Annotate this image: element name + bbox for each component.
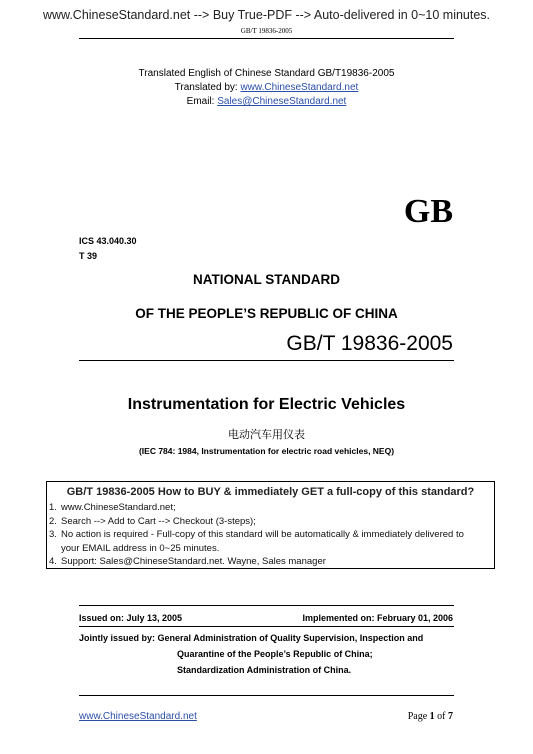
list-item bbox=[49, 515, 464, 529]
national-standard-heading: NATIONAL STANDARD bbox=[193, 272, 340, 287]
translated-by-line bbox=[0, 81, 533, 95]
issue-bottom-rule bbox=[79, 626, 454, 627]
top-banner: www.ChineseStandard.net --> Buy True-PDF --> Auto-delivered in 0~10 minutes. bbox=[42, 8, 491, 22]
buy-info-box bbox=[46, 481, 495, 569]
list-item-number: 2. bbox=[49, 515, 57, 527]
ics-code: ICS 43.040.30 bbox=[79, 236, 137, 246]
document-title: Instrumentation for Electric Vehicles bbox=[127, 396, 406, 413]
footer-rule bbox=[79, 695, 454, 696]
list-item-number: 4. bbox=[49, 556, 57, 567]
jointly-line-3: Standardization Administration of China. bbox=[177, 665, 352, 675]
email-link[interactable]: Sales@ChineseStandard.net bbox=[217, 96, 347, 107]
buy-info-list bbox=[49, 501, 464, 569]
issued-date: Issued on: July 13, 2005 bbox=[79, 613, 183, 623]
list-item bbox=[49, 555, 464, 569]
jointly-line-2: Quarantine of the People’s Republic of China; bbox=[177, 649, 373, 659]
jointly-issued-block bbox=[79, 630, 423, 678]
document-title-chinese: 电动汽车用仪表 bbox=[228, 428, 305, 441]
email-line bbox=[0, 95, 533, 109]
total-pages: 7 bbox=[448, 711, 453, 722]
list-item-number: 3. bbox=[49, 529, 57, 540]
jointly-line-1: Jointly issued by: General Administration of Quality Supervision, Inspection and bbox=[79, 633, 424, 643]
buy-info-heading: GB/T 19836-2005 How to BUY & immediately GET a full-copy of this standard? bbox=[66, 486, 475, 498]
current-page: 1 bbox=[429, 711, 435, 722]
header-rule bbox=[79, 38, 454, 39]
classification-codes bbox=[79, 234, 137, 264]
list-item-continuation bbox=[49, 542, 464, 556]
list-item-text: Support: Sales@ChineseStandard.net. Wayne, Sales manager bbox=[61, 556, 326, 567]
list-item-text: Search --> Add to Cart --> Checkout (3-steps); bbox=[61, 515, 256, 527]
translated-by-link[interactable]: www.ChineseStandard.net bbox=[240, 82, 359, 93]
email-label: Email: bbox=[186, 96, 218, 107]
implemented-date: Implemented on: February 01, 2006 bbox=[302, 613, 453, 623]
title-rule bbox=[79, 360, 454, 361]
list-item bbox=[49, 501, 464, 515]
page-number bbox=[408, 711, 453, 722]
issue-top-rule bbox=[79, 605, 454, 606]
t-code: T 39 bbox=[79, 251, 98, 261]
page-mid: of bbox=[434, 711, 448, 722]
iec-note: (IEC 784: 1984, Instrumentation for electric road vehicles, NEQ) bbox=[138, 446, 395, 456]
prc-heading: OF THE PEOPLE’S REPUBLIC OF CHINA bbox=[135, 306, 398, 321]
list-item-text[interactable]: www.ChineseStandard.net; bbox=[61, 502, 176, 513]
list-item-number: 1. bbox=[49, 502, 57, 513]
list-item-text: your EMAIL address in 0~25 minutes. bbox=[61, 542, 220, 554]
page-prefix: Page bbox=[407, 711, 430, 722]
list-item bbox=[49, 528, 464, 542]
translated-line: Translated English of Chinese Standard GB/T19836-2005 bbox=[138, 68, 395, 79]
gb-mark: GB bbox=[403, 193, 453, 230]
translated-by-label: Translated by: bbox=[174, 82, 241, 93]
translation-info bbox=[0, 67, 533, 109]
footer-link[interactable]: www.ChineseStandard.net bbox=[79, 711, 197, 722]
running-head: GB/T 19836-2005 bbox=[240, 27, 293, 35]
list-item-text: No action is required - Full-copy of this standard will be automatically & immediately delivered to bbox=[61, 529, 464, 540]
standard-number: GB/T 19836-2005 bbox=[286, 332, 453, 355]
